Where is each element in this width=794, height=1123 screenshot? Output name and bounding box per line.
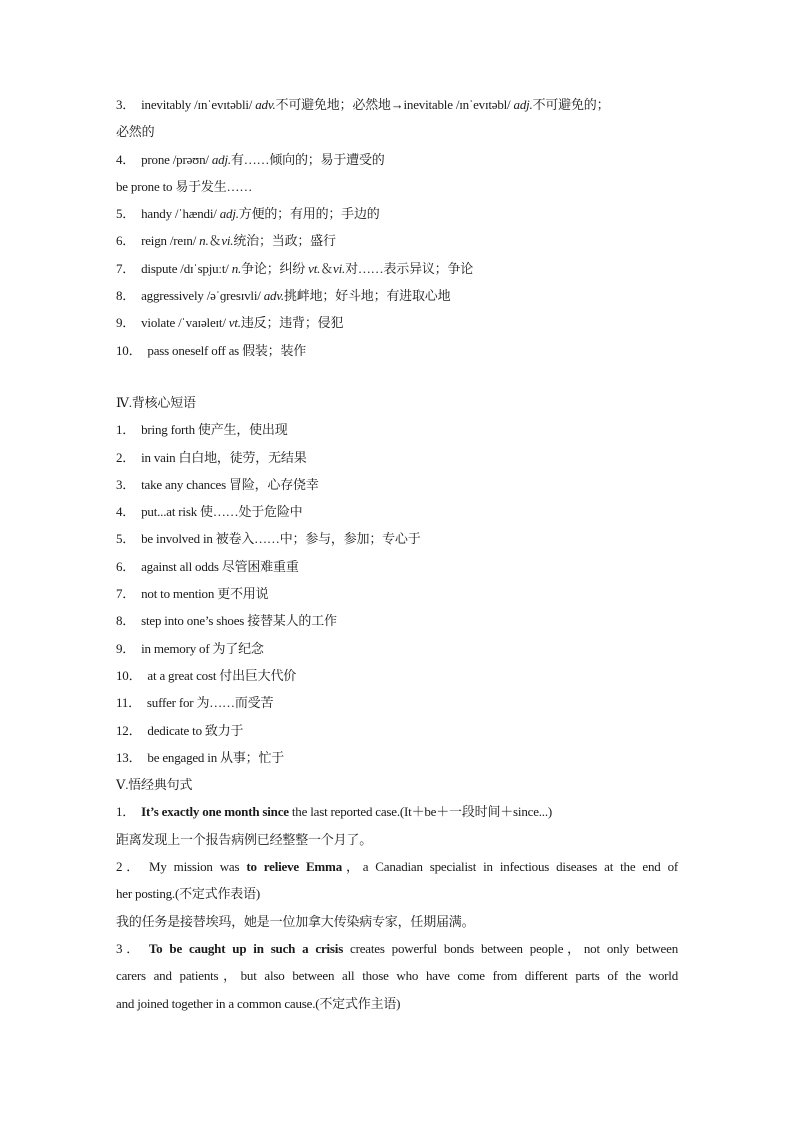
item-number: 8．: [116, 613, 136, 629]
phrases-list: [116, 416, 678, 771]
vocab-text: 争论；纠纷: [241, 260, 309, 276]
item-number: 9．: [116, 640, 136, 656]
vocab-text: 挑衅地；好斗地；有进取心地: [283, 288, 451, 304]
item-number: 8．: [116, 288, 136, 304]
sentence-text: the last reported case.(It＋be＋一段时间＋since...): [288, 804, 553, 820]
sentence-number: 2．: [116, 859, 144, 875]
vocab-text: dispute /dɪˈspjuːt/: [141, 260, 232, 276]
phrase-text: in memory of 为了纪念: [141, 640, 264, 656]
item-number: 13．: [116, 749, 142, 765]
part-of-speech: adv.: [263, 288, 284, 304]
part-of-speech: vt.: [228, 315, 241, 331]
sentence-bold: to relieve Emma: [246, 859, 342, 875]
phrase-item: [116, 471, 678, 498]
phrase-item: [116, 580, 678, 607]
sentence-1: [116, 798, 678, 825]
phrase-text: dedicate to 致力于: [147, 722, 244, 738]
phrase-item: [116, 416, 678, 443]
item-number: 7．: [116, 260, 136, 276]
phrase-item: [116, 498, 678, 525]
sentence-3: [116, 935, 678, 962]
sentences-heading: Ⅴ.悟经典句式: [116, 777, 193, 793]
vocab-item: [116, 227, 678, 254]
phrase-text: not to mention 更不用说: [141, 586, 269, 602]
item-number: 1．: [116, 422, 136, 438]
item-number: 6．: [116, 233, 136, 249]
part-of-speech: vi.: [333, 260, 346, 276]
vocab-item-cont: 必然的: [116, 124, 155, 140]
item-number: 9．: [116, 315, 136, 331]
vocabulary-list: [116, 91, 678, 364]
phrase-text: take any chances 冒险，心存侥幸: [141, 476, 319, 492]
phrase-text: in vain 白白地，徒劳，无结果: [141, 449, 307, 465]
phrase-text: step into one’s shoes 接替某人的工作: [141, 613, 337, 629]
phrase-item: [116, 444, 678, 471]
vocab-text: inevitably /ɪnˈevɪtəbli/: [141, 97, 256, 112]
sentence-number: 1．: [116, 804, 136, 820]
phrase-text: be involved in 被卷入……中；参与，参加；专心于: [141, 531, 421, 547]
item-number: 2．: [116, 449, 136, 465]
part-of-speech: n.: [199, 233, 209, 249]
vocab-text: violate /ˈvaɪəleɪt/: [141, 315, 229, 331]
vocab-item: [116, 146, 678, 173]
item-number: 10．: [116, 667, 142, 683]
vocab-item: [116, 337, 678, 364]
sentence-3-cont: and joined together in a common cause.(不定式作主语): [116, 995, 401, 1011]
phrase-text: put...at risk 使……处于危险中: [141, 504, 303, 520]
item-number: 4．: [116, 151, 136, 167]
sentence-bold: To be caught up in such a crisis: [148, 940, 344, 956]
item-number: 3．: [116, 476, 136, 492]
item-number: 11．: [116, 695, 141, 711]
item-number: 5．: [116, 531, 136, 547]
phrase-item: [116, 553, 678, 580]
vocab-item: [116, 200, 678, 227]
phrases-heading: Ⅳ.背核心短语: [116, 394, 196, 410]
sentence-2-cont: her posting.(不定式作表语): [116, 886, 261, 902]
sentence-text: My mission was: [149, 859, 247, 875]
vocab-text: 统治；当政；盛行: [233, 233, 336, 249]
vocab-text: ＆: [320, 260, 334, 276]
sentence-2: [116, 853, 678, 880]
vocab-item: [116, 255, 678, 282]
sentence-text: ，a Canadian specialist in infectious diseases at the end of: [342, 859, 679, 875]
phrase-item: [116, 607, 678, 634]
vocab-text: ＆: [208, 233, 222, 249]
vocab-item: [116, 309, 678, 336]
sentence-3-cont: carers and patients，but also between all those who have come from different parts of the world: [116, 968, 678, 984]
phrase-item: [116, 717, 678, 744]
sentence-bold: It’s exactly one month since: [141, 804, 289, 820]
part-of-speech: adj.: [211, 151, 231, 167]
phrase-text: be engaged in 从事；忙于: [147, 749, 285, 765]
item-number: 4．: [116, 504, 136, 520]
vocab-item: [116, 282, 678, 309]
vocab-text: aggressively /əˈɡresɪvli/: [141, 288, 264, 304]
section-gap: [116, 364, 678, 389]
phrase-text: at a great cost 付出巨大代价: [147, 667, 297, 683]
vocab-text: pass oneself off as 假装；装作: [147, 342, 307, 358]
phrase-text: against all odds 尽管困难重重: [141, 558, 299, 574]
phrase-item: [116, 689, 678, 716]
phrase-item: [116, 662, 678, 689]
vocab-text: prone /prəʊn/: [141, 151, 212, 167]
phrase-item: [116, 744, 678, 771]
sentence-2-translation: 我的任务是接替埃玛，她是一位加拿大传染病专家，任期届满。: [116, 913, 475, 929]
vocab-text: 不可避免地；必然地→inevitable /ɪnˈevɪtəbl/: [275, 97, 514, 112]
item-number: 10．: [116, 342, 142, 358]
part-of-speech: n.: [231, 260, 242, 276]
vocab-text: 方便的；有用的；手边的: [238, 206, 380, 222]
vocab-text: reign /reɪn/: [141, 233, 200, 249]
vocab-text: handy /ˈhændi/: [141, 206, 220, 222]
part-of-speech: vt.: [308, 260, 321, 276]
item-number: 3．: [116, 97, 136, 112]
sentence-1-translation: 距离发现上一个报告病例已经整整一个月了。: [116, 831, 373, 847]
vocab-text: 违反；违背；侵犯: [240, 315, 344, 331]
phrase-item: [116, 525, 678, 552]
sentence-number: 3．: [116, 940, 143, 956]
vocab-text: 对……表示异议；争论: [345, 260, 474, 276]
vocab-text: 不可避免的；: [532, 97, 610, 112]
vocab-text: 有……倾向的；易于遭受的: [230, 151, 385, 167]
vocab-item: [116, 91, 678, 118]
sentence-text: creates powerful bonds between people，not only between: [343, 940, 678, 956]
item-number: 12．: [116, 722, 142, 738]
document-page: [116, 91, 678, 1017]
phrase-item: [116, 635, 678, 662]
part-of-speech: adj.: [513, 97, 533, 112]
part-of-speech: adv.: [255, 97, 276, 112]
phrase-text: bring forth 使产生，使出现: [141, 422, 288, 438]
item-number: 5．: [116, 206, 136, 222]
vocab-subentry: be prone to 易于发生……: [116, 178, 253, 194]
phrase-text: suffer for 为……而受苦: [146, 695, 274, 711]
part-of-speech: adj.: [219, 206, 239, 222]
part-of-speech: vi.: [221, 233, 234, 249]
item-number: 7．: [116, 586, 136, 602]
item-number: 6．: [116, 558, 136, 574]
